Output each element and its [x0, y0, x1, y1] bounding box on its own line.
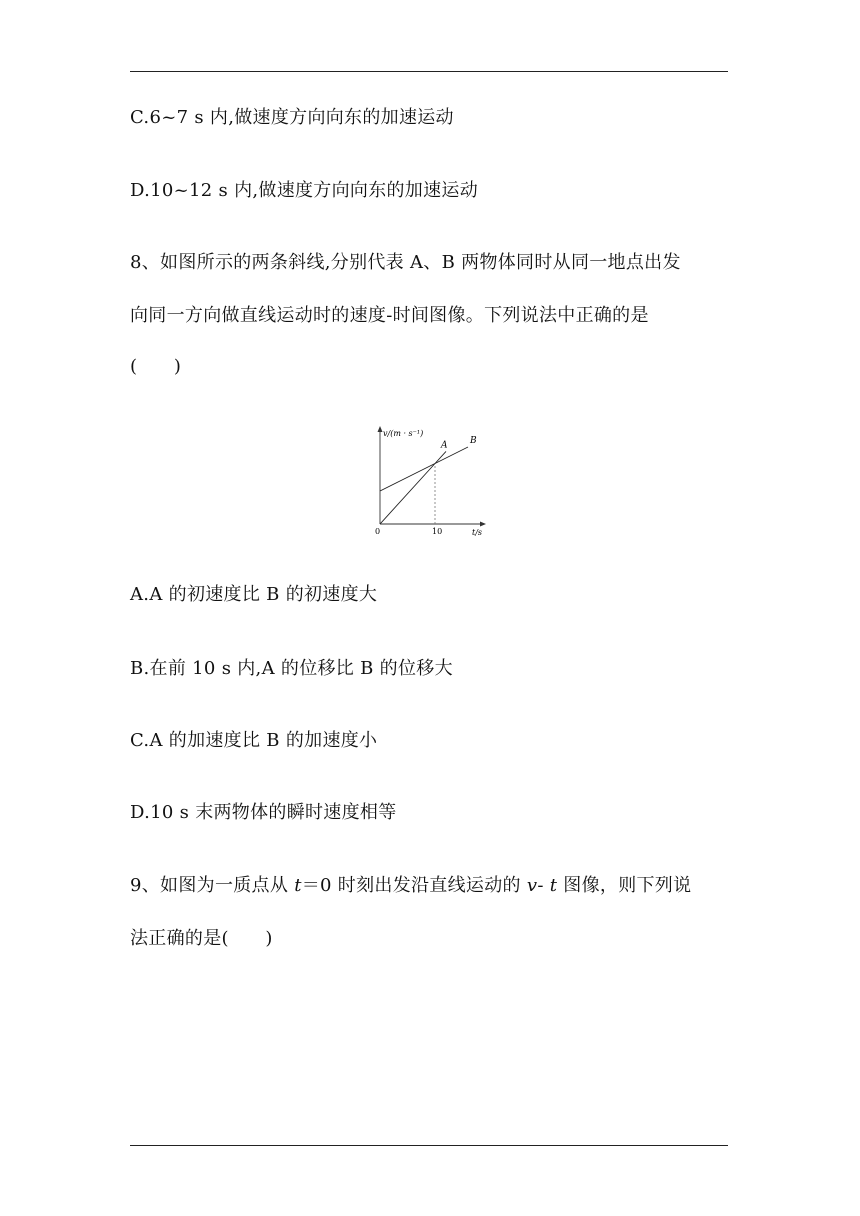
- x-tick-0: 0: [375, 527, 381, 536]
- x-axis-label: t/s: [472, 528, 483, 537]
- footer-rule: [130, 1145, 728, 1146]
- y-axis-arrow: [378, 426, 383, 432]
- velocity-time-graph: [370, 424, 490, 540]
- q9-v-symbol: v: [526, 875, 538, 896]
- q9-t-symbol-2: t: [549, 875, 558, 896]
- option-8a: A.A 的初速度比 B 的初速度大: [130, 584, 378, 605]
- question-8-answer-paren: ( ): [130, 356, 182, 377]
- q9-mid: ＝0 时刻出发沿直线运动的: [301, 875, 527, 896]
- x-tick-10: 10: [432, 527, 443, 536]
- vt-graph-svg: [370, 424, 490, 540]
- header-rule: [130, 71, 728, 72]
- x-axis-arrow: [480, 522, 486, 527]
- option-7d: D.10~12 s 内,做速度方向向东的加速运动: [130, 180, 479, 201]
- question-8-stem-line-2: 向同一方向做直线运动时的速度-时间图像。下列说法中正确的是: [130, 305, 649, 326]
- option-7c: C.6~7 s 内,做速度方向向东的加速运动: [130, 107, 454, 128]
- q9-pre: 9、如图为一质点从: [130, 875, 295, 896]
- y-axis-label: v/(m · s⁻¹): [383, 429, 424, 438]
- series-a-label: A: [441, 440, 448, 451]
- q9-t-symbol: t: [294, 875, 302, 896]
- option-8c: C.A 的加速度比 B 的加速度小: [130, 730, 378, 751]
- series-a-line: [380, 451, 446, 524]
- question-8-stem-line-1: 8、如图所示的两条斜线,分别代表 A、B 两物体同时从同一地点出发: [130, 252, 681, 273]
- q9-dash: -: [537, 875, 550, 896]
- question-9-stem-line-1: [130, 874, 691, 898]
- question-9-stem-line-2: 法正确的是( ): [130, 928, 273, 949]
- option-8b: B.在前 10 s 内,A 的位移比 B 的位移大: [130, 658, 453, 679]
- series-b-line: [380, 447, 468, 491]
- q9-post: 图像，则下列说: [557, 875, 692, 896]
- series-b-label: B: [470, 436, 477, 446]
- option-8d: D.10 s 末两物体的瞬时速度相等: [130, 802, 397, 823]
